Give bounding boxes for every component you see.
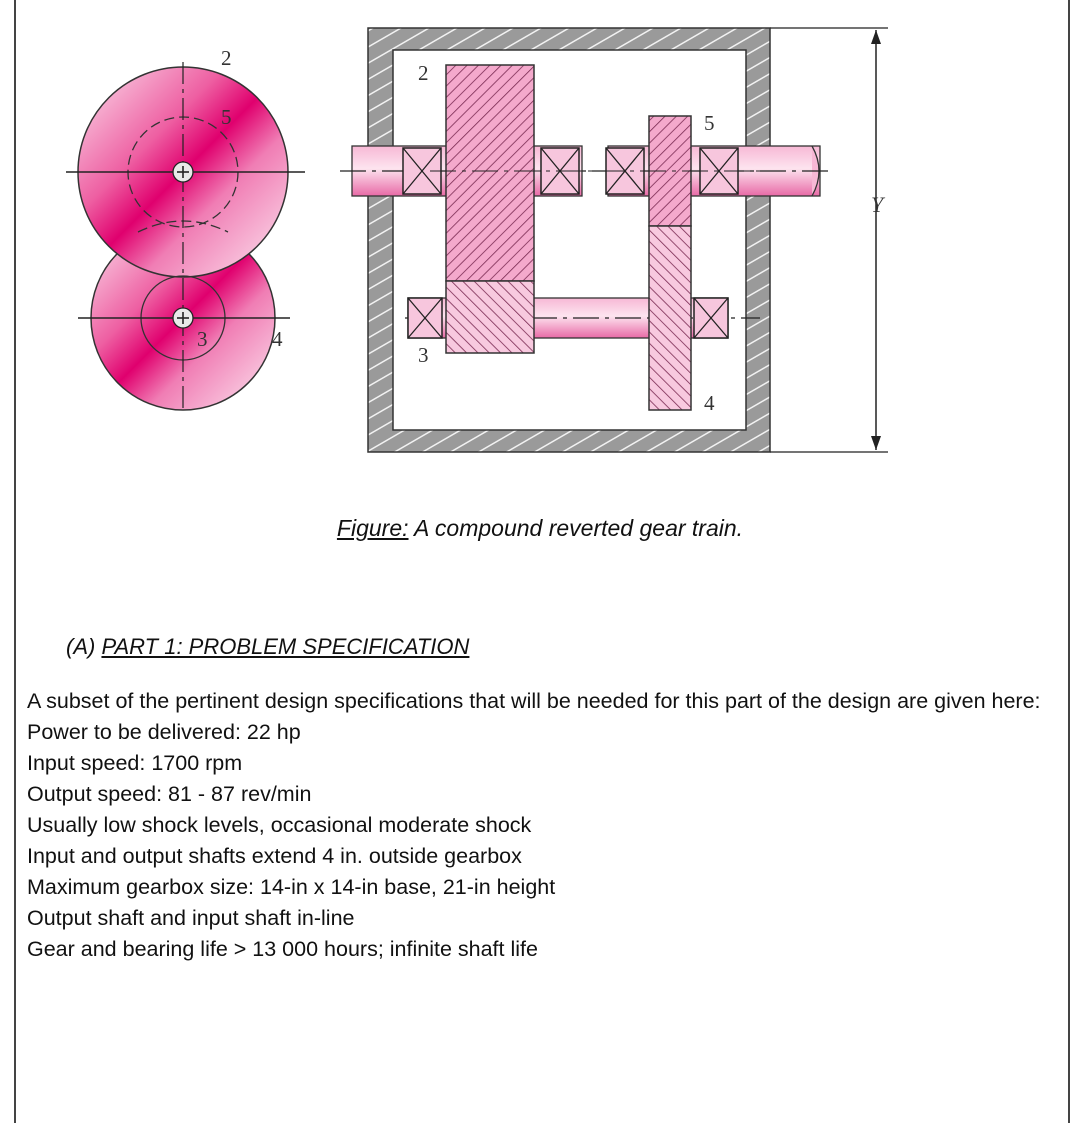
gear-train-figure bbox=[0, 0, 1080, 470]
gear-label-4-end: 4 bbox=[272, 327, 283, 351]
spec-item: Power to be delivered: 22 hp bbox=[27, 720, 301, 744]
spec-intro: A subset of the pertinent design specifications that will be needed for this part of the design are given here: bbox=[27, 689, 1041, 713]
spec-body bbox=[27, 686, 1072, 965]
gear-label-5-side: 5 bbox=[704, 111, 715, 135]
gear-2-section bbox=[446, 65, 534, 281]
section-heading bbox=[66, 634, 469, 660]
gear-end-view bbox=[66, 46, 305, 410]
section-title: PART 1: PROBLEM SPECIFICATION bbox=[101, 634, 470, 659]
gear-label-3-side: 3 bbox=[418, 343, 429, 367]
spec-item: Output speed: 81 - 87 rev/min bbox=[27, 782, 312, 806]
gear-label-2-end: 2 bbox=[221, 46, 232, 70]
caption-text: A compound reverted gear train. bbox=[408, 515, 744, 541]
gear-label-2-side: 2 bbox=[418, 61, 429, 85]
spec-item: Maximum gearbox size: 14-in x 14-in base, 21-in height bbox=[27, 875, 556, 899]
caption-label: Figure: bbox=[336, 515, 409, 541]
gear-label-5-end: 5 bbox=[221, 105, 232, 129]
spec-item: Gear and bearing life > 13 000 hours; infinite shaft life bbox=[27, 937, 538, 961]
gearbox-section-view bbox=[340, 28, 888, 452]
gear-3-section bbox=[446, 281, 534, 353]
gear-label-4-side: 4 bbox=[704, 391, 715, 415]
figure-caption bbox=[0, 515, 1080, 542]
section-prefix: (A) bbox=[66, 634, 102, 659]
gear-4-section bbox=[649, 226, 691, 410]
dimension-y-label: Y bbox=[871, 192, 884, 217]
spec-item: Usually low shock levels, occasional moderate shock bbox=[27, 813, 532, 837]
spec-item: Output shaft and input shaft in-line bbox=[27, 906, 355, 930]
gearbox-housing bbox=[368, 28, 770, 452]
spec-item: Input speed: 1700 rpm bbox=[27, 751, 243, 775]
spec-item: Input and output shafts extend 4 in. outside gearbox bbox=[27, 844, 522, 868]
gear-label-3-end: 3 bbox=[197, 327, 208, 351]
